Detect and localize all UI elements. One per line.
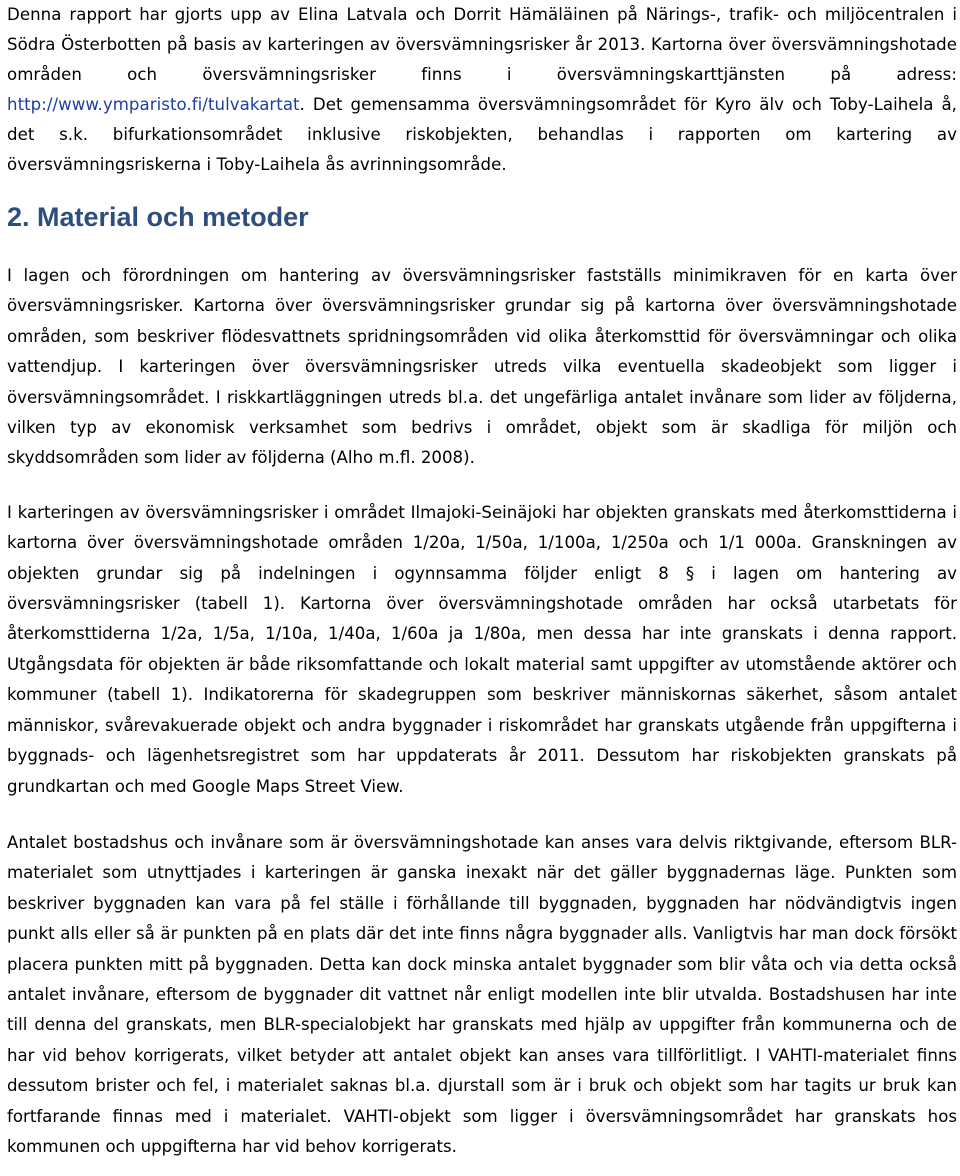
body-paragraph-2: I karteringen av översvämningsrisker i området Ilmajoki-Seinäjoki har objekten granskats med återkomsttiderna i kartorna över översvämningshotade områden 1/20a, 1/50a, 1/100a, 1/250a och 1/1 000a. Granskningen av objekten grundar sig på indelningen i ogynnsamma följder enligt 8 § i lagen om hantering av översvämningsrisker (tabell 1). Kartorna över översvämningshotade områden har också utarbetats för återkomsttiderna 1/2a, 1/5a, 1/10a, 1/40a, 1/60a ja 1/80a, men dessa har inte granskats i denna rapport. Utgångsdata för objekten är både riksomfattande och lokalt material samt uppgifter av utomstående aktörer och kommuner (tabell 1). Indikatorerna för skadegruppen som beskriver människornas säkerhet, såsom antalet människor, svårevakuerade objekt och andra byggnader i riskområdet har granskats utgående från uppgifterna i byggnads- och lägenhetsregistret som har uppdaterats år 2011. Dessutom har riskobjekten granskats på grundkartan och med Google Maps Street View.	[7, 502, 957, 796]
intro-text-before-link: Denna rapport har gjorts upp av Elina Latvala och Dorrit Hämäläinen på Närings-, trafik- och miljöcentralen i Södra Österbotten på basis av karteringen av översvämningsrisker år 2013. Kartorna över översvämningshotade områden och översvämningsrisker finns i översvämningskarttjänsten på adress:	[7, 5, 957, 84]
intro-text-after-link: . Det gemensamma översvämningsområdet för Kyro älv och Toby-Laihela å, det s.k. bifurkationsområdet inklusive riskobjekten, behandlas i rapporten om kartering av översvämningsriskerna i Toby-Laihela ås avrinningsområde.	[7, 95, 957, 174]
flood-map-link[interactable]: http://www.ymparisto.fi/tulvakartat	[7, 95, 300, 114]
section-heading: 2. Material och metoder	[7, 202, 309, 232]
intro-paragraph	[7, 0, 957, 180]
body-paragraph-1: I lagen och förordningen om hantering av översvämningsrisker fastställs minimikraven för en karta över översvämningsrisker. Kartorna över översvämningsrisker grundar sig på kartorna över översvämningshotade områden, som beskriver flödesvattnets spridningsområden vid olika återkomsttid för översvämningar och olika vattendjup. I karteringen över översvämningsrisker utreds vilka eventuella skadeobjekt som ligger i översvämningsområdet. I riskkartläggningen utreds bl.a. det ungefärliga antalet invånare som lider av följderna, vilken typ av ekonomisk verksamhet som bedrivs i området, objekt som är skadliga för miljön och skyddsområden som lider av följderna (Alho m.fl. 2008).	[7, 266, 957, 468]
document-page	[7, 0, 957, 1162]
body-paragraph-3: Antalet bostadshus och invånare som är översvämningshotade kan anses vara delvis riktgivande, eftersom BLR-materialet som utnyttjades i karteringen är ganska inexakt när det gäller byggnadernas läge. Punkten som beskriver byggnaden kan vara på fel ställe i förhållande till byggnaden, byggnaden har nödvändigtvis ingen punkt alls eller så är punkten på en plats där det inte finns några byggnader alls. Vanligtvis har man dock försökt placera punkten mitt på byggnaden. Detta kan dock minska antalet byggnader som blir våta och via detta också antalet invånare, eftersom de byggnader dit vattnet når enligt modellen inte blir utvalda. Bostadshusen har inte till denna del granskats, men BLR-specialobjekt har granskats med hjälp av uppgifter från kommunerna och de har vid behov korrigerats, vilket betyder att antalet objekt kan anses vara tillförlitligt. I VAHTI-materialet finns dessutom brister och fel, i materialet saknas bl.a. djurstall som är i bruk och objekt som har tagits ur bruk kan fortfarande finnas med i materialet. VAHTI-objekt som ligger i översvämningsområdet har granskats hos kommunen och uppgifterna har vid behov korrigerats.	[7, 832, 957, 1156]
